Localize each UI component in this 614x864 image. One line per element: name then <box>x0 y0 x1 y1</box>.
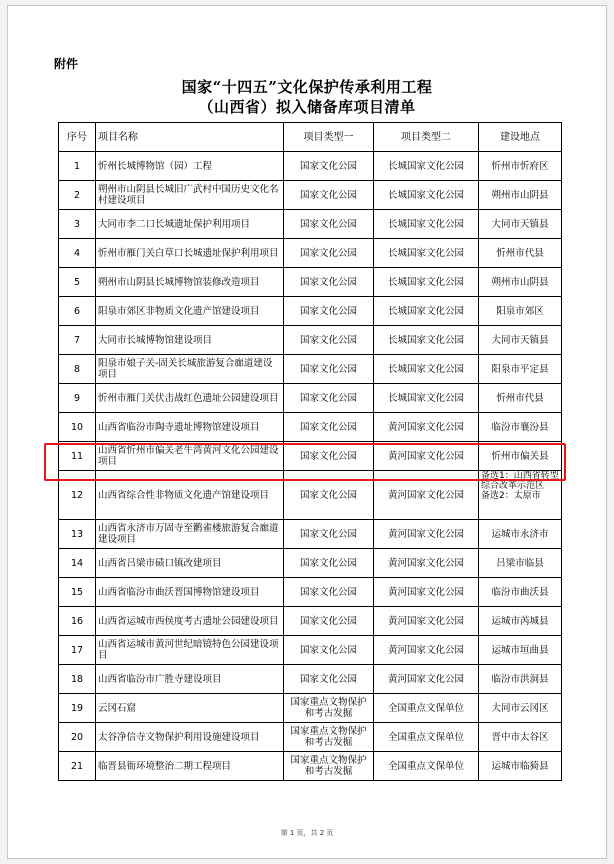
cell-no: 14 <box>59 549 96 578</box>
table-row <box>59 607 562 636</box>
cell-project-name: 山西省临汾市曲沃晋国博物馆建设项目 <box>96 578 284 607</box>
cell-type2: 长城国家文化公园 <box>374 384 479 413</box>
cell-project-name: 山西省忻州市偏关老牛湾黄河文化公园建设项目 <box>96 442 284 471</box>
cell-type1: 国家文化公园 <box>284 268 374 297</box>
cell-type1: 国家文化公园 <box>284 549 374 578</box>
cell-no: 19 <box>59 694 96 723</box>
cell-type1: 国家文化公园 <box>284 607 374 636</box>
cell-no: 1 <box>59 152 96 181</box>
cell-no: 3 <box>59 210 96 239</box>
cell-no: 17 <box>59 636 96 665</box>
cell-location: 忻州市忻府区 <box>479 152 562 181</box>
cell-location: 阳泉市平定县 <box>479 355 562 384</box>
cell-location: 大同市云冈区 <box>479 694 562 723</box>
table-row <box>59 355 562 384</box>
cell-type1: 国家文化公园 <box>284 520 374 549</box>
page-footer: 第 1 页，共 2 页 <box>280 829 334 837</box>
cell-type1: 国家文化公园 <box>284 239 374 268</box>
table-row <box>59 181 562 210</box>
cell-type1: 国家重点文物保护和考古发掘 <box>284 694 374 723</box>
cell-project-name: 山西省临汾市广胜寺建设项目 <box>96 665 284 694</box>
table-header-row <box>59 123 562 152</box>
cell-type1: 国家文化公园 <box>284 297 374 326</box>
table-row <box>59 297 562 326</box>
cell-project-name: 阳泉市娘子关-固关长城旅游复合廊道建设项目 <box>96 355 284 384</box>
cell-no: 13 <box>59 520 96 549</box>
cell-type1: 国家文化公园 <box>284 665 374 694</box>
cell-no: 18 <box>59 665 96 694</box>
cell-type1: 国家文化公园 <box>284 355 374 384</box>
cell-project-name: 忻州长城博物馆（园）工程 <box>96 152 284 181</box>
cell-project-name: 山西省临汾市陶寺遗址博物馆建设项目 <box>96 413 284 442</box>
cell-location: 临汾市襄汾县 <box>479 413 562 442</box>
cell-type1: 国家文化公园 <box>284 384 374 413</box>
cell-type1: 国家文化公园 <box>284 578 374 607</box>
cell-type2: 全国重点文保单位 <box>374 723 479 752</box>
cell-location: 临汾市曲沃县 <box>479 578 562 607</box>
cell-location: 运城市垣曲县 <box>479 636 562 665</box>
cell-type2: 全国重点文保单位 <box>374 752 479 781</box>
table-row <box>59 752 562 781</box>
cell-project-name: 忻州市雁门关白草口长城遗址保护利用项目 <box>96 239 284 268</box>
cell-type2: 黄河国家文化公园 <box>374 578 479 607</box>
cell-type2: 全国重点文保单位 <box>374 694 479 723</box>
cell-project-name: 大同市长城博物馆建设项目 <box>96 326 284 355</box>
cell-project-name: 山西省永济市万固寺至鹳雀楼旅游复合廊道建设项目 <box>96 520 284 549</box>
cell-no: 11 <box>59 442 96 471</box>
cell-no: 5 <box>59 268 96 297</box>
cell-type2: 长城国家文化公园 <box>374 239 479 268</box>
cell-type1: 国家文化公园 <box>284 442 374 471</box>
cell-type2: 长城国家文化公园 <box>374 355 479 384</box>
cell-no: 2 <box>59 181 96 210</box>
table-row <box>59 520 562 549</box>
col-header-no: 序号 <box>59 123 96 152</box>
cell-location: 忻州市偏关县 <box>479 442 562 471</box>
table-row <box>59 413 562 442</box>
cell-no: 7 <box>59 326 96 355</box>
attachment-label: 附件 <box>54 57 79 71</box>
cell-no: 12 <box>59 471 96 520</box>
cell-location: 运城市芮城县 <box>479 607 562 636</box>
cell-no: 4 <box>59 239 96 268</box>
cell-no: 8 <box>59 355 96 384</box>
table-row <box>59 268 562 297</box>
table-row <box>59 694 562 723</box>
col-header-type2: 项目类型二 <box>374 123 479 152</box>
table-row <box>59 665 562 694</box>
table-row <box>59 326 562 355</box>
cell-project-name: 太谷净信寺文物保护利用设施建设项目 <box>96 723 284 752</box>
highlight-box <box>44 443 566 481</box>
cell-project-name: 朔州市山阴县长城博物馆装修改造项目 <box>96 268 284 297</box>
cell-no: 16 <box>59 607 96 636</box>
cell-no: 6 <box>59 297 96 326</box>
table-row <box>59 210 562 239</box>
cell-project-name: 山西省吕梁市碛口镇改建项目 <box>96 549 284 578</box>
cell-type2: 长城国家文化公园 <box>374 152 479 181</box>
cell-type2: 黄河国家文化公园 <box>374 665 479 694</box>
document-title-line1: 国家“十四五”文化保护传承利用工程 <box>181 78 433 96</box>
cell-project-name: 临晋县衙环境整治二期工程项目 <box>96 752 284 781</box>
cell-type2: 黄河国家文化公园 <box>374 636 479 665</box>
cell-type2: 黄河国家文化公园 <box>374 471 479 520</box>
cell-location: 晋中市太谷区 <box>479 723 562 752</box>
cell-type2: 长城国家文化公园 <box>374 210 479 239</box>
cell-project-name: 山西省运城市西侯度考古遗址公园建设项目 <box>96 607 284 636</box>
document-title-line2: （山西省）拟入储备库项目清单 <box>198 98 416 116</box>
cell-location: 吕梁市临县 <box>479 549 562 578</box>
cell-location: 忻州市代县 <box>479 384 562 413</box>
cell-type2: 黄河国家文化公园 <box>374 520 479 549</box>
cell-project-name: 朔州市山阴县长城旧广武村中国历史文化名村建设项目 <box>96 181 284 210</box>
col-header-location: 建设地点 <box>479 123 562 152</box>
cell-location: 运城市永济市 <box>479 520 562 549</box>
table-row <box>59 384 562 413</box>
cell-no: 15 <box>59 578 96 607</box>
cell-location: 朔州市山阴县 <box>479 268 562 297</box>
cell-project-name: 山西省运城市黄河世纪暗镜特色公园建设项目 <box>96 636 284 665</box>
cell-type1: 国家重点文物保护和考古发掘 <box>284 723 374 752</box>
cell-type1: 国家文化公园 <box>284 413 374 442</box>
cell-type2: 长城国家文化公园 <box>374 326 479 355</box>
table-row <box>59 636 562 665</box>
cell-type1: 国家文化公园 <box>284 326 374 355</box>
cell-no: 21 <box>59 752 96 781</box>
cell-type2: 黄河国家文化公园 <box>374 413 479 442</box>
cell-type2: 长城国家文化公园 <box>374 297 479 326</box>
cell-type2: 黄河国家文化公园 <box>374 442 479 471</box>
cell-type2: 黄河国家文化公园 <box>374 607 479 636</box>
cell-location: 朔州市山阴县 <box>479 181 562 210</box>
table-row <box>59 152 562 181</box>
col-header-type1: 项目类型一 <box>284 123 374 152</box>
cell-location: 运城市临猗县 <box>479 752 562 781</box>
cell-type1: 国家文化公园 <box>284 471 374 520</box>
cell-project-name: 阳泉市郊区非物质文化遗产馆建设项目 <box>96 297 284 326</box>
cell-location: 忻州市代县 <box>479 239 562 268</box>
cell-type1: 国家文化公园 <box>284 181 374 210</box>
cell-type2: 长城国家文化公园 <box>374 181 479 210</box>
cell-type1: 国家文化公园 <box>284 152 374 181</box>
cell-location: 大同市天镇县 <box>479 210 562 239</box>
cell-project-name: 忻州市雁门关伏击战红色遗址公园建设项目 <box>96 384 284 413</box>
cell-project-name: 大同市李二口长城遗址保护利用项目 <box>96 210 284 239</box>
cell-project-name: 山西省综合性非物质文化遗产馆建设项目 <box>96 471 284 520</box>
cell-location: 阳泉市郊区 <box>479 297 562 326</box>
cell-no: 9 <box>59 384 96 413</box>
table-row <box>59 578 562 607</box>
cell-type1: 国家重点文物保护和考古发掘 <box>284 752 374 781</box>
cell-type2: 长城国家文化公园 <box>374 268 479 297</box>
table-row <box>59 549 562 578</box>
cell-location: 临汾市洪洞县 <box>479 665 562 694</box>
cell-project-name: 云冈石窟 <box>96 694 284 723</box>
cell-no: 10 <box>59 413 96 442</box>
table-row <box>59 239 562 268</box>
cell-type2: 黄河国家文化公园 <box>374 549 479 578</box>
cell-no: 20 <box>59 723 96 752</box>
table-row <box>59 723 562 752</box>
cell-type1: 国家文化公园 <box>284 210 374 239</box>
cell-type1: 国家文化公园 <box>284 636 374 665</box>
col-header-name: 项目名称 <box>96 123 284 152</box>
cell-location: 备选1：山西省转型综合改革示范区 备选2：太原市 <box>479 471 562 520</box>
cell-location: 大同市天镇县 <box>479 326 562 355</box>
